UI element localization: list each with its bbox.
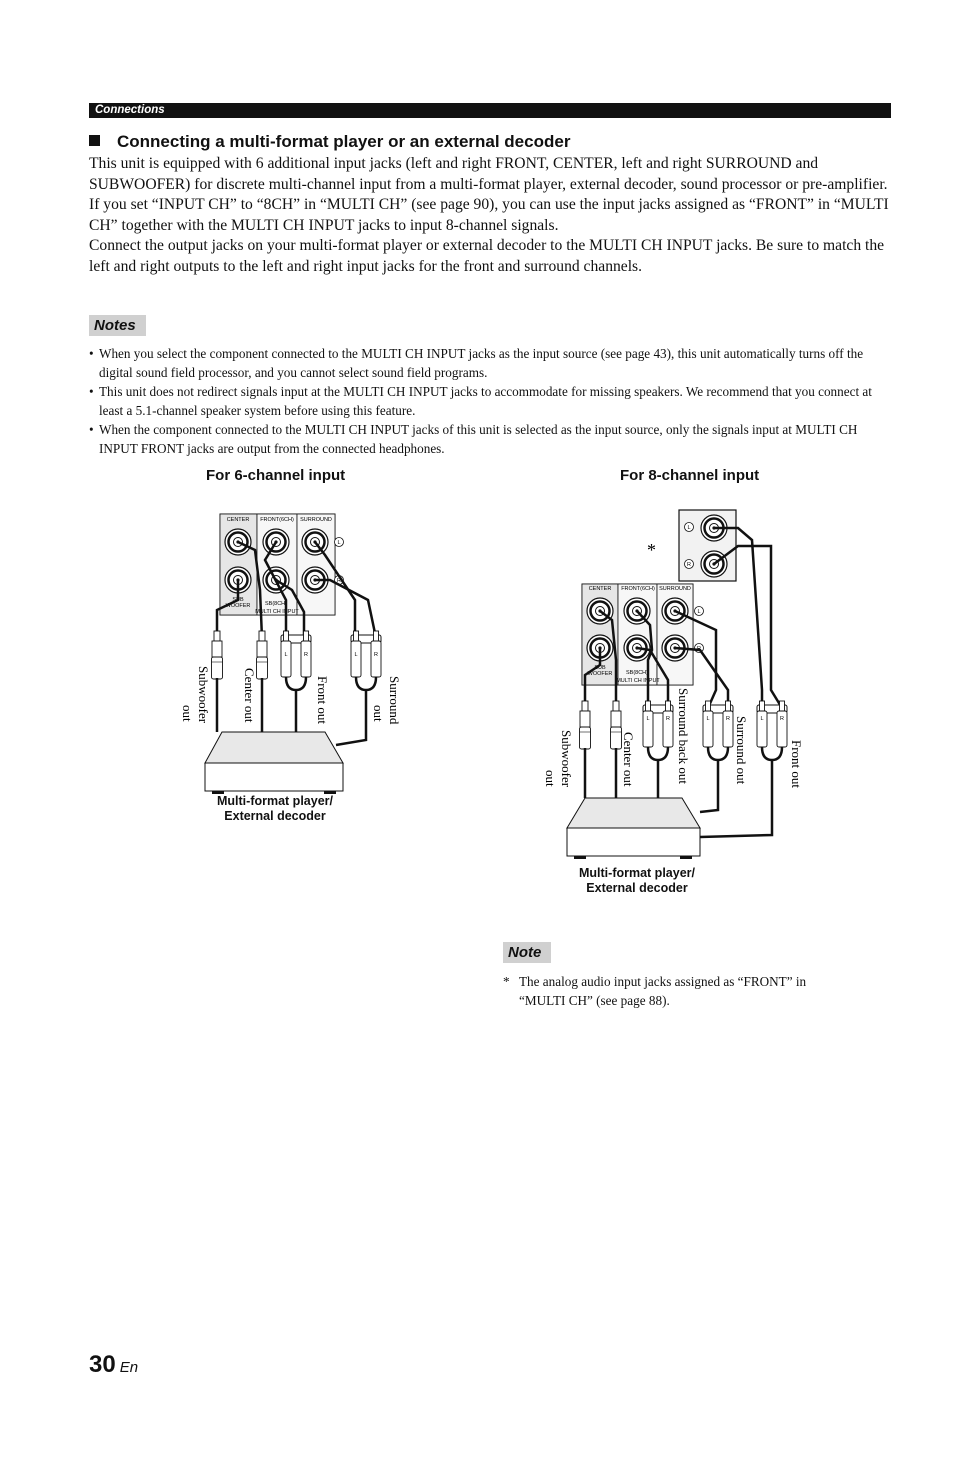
plug-letter-r: R xyxy=(374,652,378,658)
jack-label-center: CENTER xyxy=(226,517,250,523)
panel-label: MULTI CH INPUT xyxy=(255,609,299,615)
diagram-6ch-title: For 6-channel input xyxy=(206,467,346,484)
diagram-8ch xyxy=(543,510,804,859)
paragraph: If you set “INPUT CH” to “8CH” in “MULTI CH” (see page 90), you can use the input jacks assigned as “FRONT” in “MULTI CH” together with the MULTI CH INPUT jacks to input 8-channel signals. xyxy=(89,196,889,234)
center-plug-icon xyxy=(611,701,622,749)
subwoofer-out-label-2: out xyxy=(180,705,195,722)
device-caption-8ch xyxy=(537,866,737,896)
diagram-6ch xyxy=(180,514,402,794)
subwoofer-out-label: Subwoofer xyxy=(559,730,574,788)
plug-letter-l: L xyxy=(646,716,650,722)
paragraph: This unit is equipped with 6 additional input jacks (left and right FRONT, CENTER, left and right SURROUND and SUBWOOFER) for discrete multi-channel input from a multi-format player, external decoder, sound processor or pre-amplifier. xyxy=(89,155,888,193)
jack-label-sub: SUB xyxy=(594,665,606,671)
device-caption-line: Multi-format player/ xyxy=(579,866,695,880)
front-out-label: Front out xyxy=(315,676,330,725)
note-asterisk: * xyxy=(503,974,510,989)
subwoofer-plug-icon xyxy=(580,701,591,749)
asterisk-marker: * xyxy=(647,540,656,560)
jack-label-sub: SUB xyxy=(232,597,244,603)
plug-letter-r: R xyxy=(780,716,784,722)
device-caption-line: External decoder xyxy=(586,881,688,895)
jack-label-surround: SURROUND xyxy=(300,517,332,523)
right-indicator-letter: R xyxy=(337,578,341,584)
multi-format-player-8ch xyxy=(567,798,700,859)
jack-label-front: FRONT(6CH) xyxy=(260,517,294,523)
note-label: Note xyxy=(503,942,551,963)
plug-letter-r: R xyxy=(304,652,308,658)
plug-letter-l: L xyxy=(706,716,710,722)
right-indicator-letter: R xyxy=(687,562,691,568)
jack-label-center: CENTER xyxy=(588,586,612,592)
jack-label-sb: SB(8CH) xyxy=(625,670,649,676)
plug-letter-l: L xyxy=(284,652,288,658)
note-line-1: The analog audio input jacks assigned as “FRONT” in xyxy=(519,974,807,989)
device-caption-line: External decoder xyxy=(224,809,326,823)
note-item: • This unit does not redirect signals input at the MULTI CH INPUT jacks to accommodate for missing speakers. We recommend that you connect at least a 5.1-channel speaker system before using this feature. xyxy=(89,382,889,420)
jack-label-front: FRONT(6CH) xyxy=(621,586,655,592)
surround-out-label: Surround out xyxy=(734,716,749,785)
note-item: • When the component connected to the MULTI CH INPUT jacks of this unit is selected as the input source, only the signals input at MULTI CH INPUT FRONT jacks are output from the connected headphones. xyxy=(89,420,889,458)
right-indicator-letter: R xyxy=(697,646,701,652)
surround-out-label: Surround xyxy=(387,676,402,725)
plug-letter-l: L xyxy=(354,652,358,658)
multi-format-player-6ch xyxy=(205,732,343,794)
device-caption-6ch xyxy=(175,794,375,824)
diagram-8ch-title: For 8-channel input xyxy=(620,467,760,484)
page-number-value: 30 xyxy=(89,1351,116,1378)
notes-label: Notes xyxy=(89,315,146,336)
section-title-text: Connecting a multi-format player or an external decoder xyxy=(117,132,571,151)
surround-out-label-2: out xyxy=(371,705,386,722)
device-caption-line: Multi-format player/ xyxy=(217,794,333,808)
paragraph: Connect the output jacks on your multi-format player or external decoder to the MULTI CH INPUT jacks. Be sure to match the left and right outputs to the left and right input jacks for the front and surround channels. xyxy=(89,237,885,275)
front-plug-pair-icon xyxy=(757,701,787,747)
subwoofer-out-label-2: out xyxy=(543,770,558,787)
left-indicator-letter: L xyxy=(337,540,341,546)
page-language: En xyxy=(119,1359,139,1376)
page-number xyxy=(89,1351,138,1379)
jack-label-surround: SURROUND xyxy=(659,586,691,592)
center-out-label: Center out xyxy=(242,668,257,723)
subwoofer-plug-icon xyxy=(212,631,223,679)
note-text xyxy=(503,972,853,1010)
front-out-label: Front out xyxy=(789,740,804,789)
plug-letter-r: R xyxy=(726,716,730,722)
center-plug-icon xyxy=(257,631,268,679)
center-out-label: Center out xyxy=(621,732,636,787)
plug-letter-r: R xyxy=(666,716,670,722)
jack-label-woofer: WOOFER xyxy=(587,671,613,677)
panel-label: MULTI CH INPUT xyxy=(616,678,660,684)
jack-label-sb: SB(8CH) xyxy=(264,601,288,607)
subwoofer-out-label: Subwoofer xyxy=(196,666,211,724)
note-item: • When you select the component connected to the MULTI CH INPUT jacks as the input source (see page 43), this unit automatically turns off the digital sound field processor, and you cannot select sound field programs. xyxy=(89,344,889,382)
surround-plug-pair-icon xyxy=(703,701,733,747)
section-header-label: Connections xyxy=(95,104,165,116)
surround-back-out-label: Surround back out xyxy=(676,688,691,785)
note-line-2: “MULTI CH” (see page 88). xyxy=(519,993,670,1008)
surround-back-plug-pair-icon xyxy=(643,701,673,747)
left-indicator-letter: L xyxy=(697,609,701,615)
left-indicator-letter: L xyxy=(687,525,691,531)
plug-letter-l: L xyxy=(760,716,764,722)
jack-label-woofer: WOOFER xyxy=(225,603,251,609)
